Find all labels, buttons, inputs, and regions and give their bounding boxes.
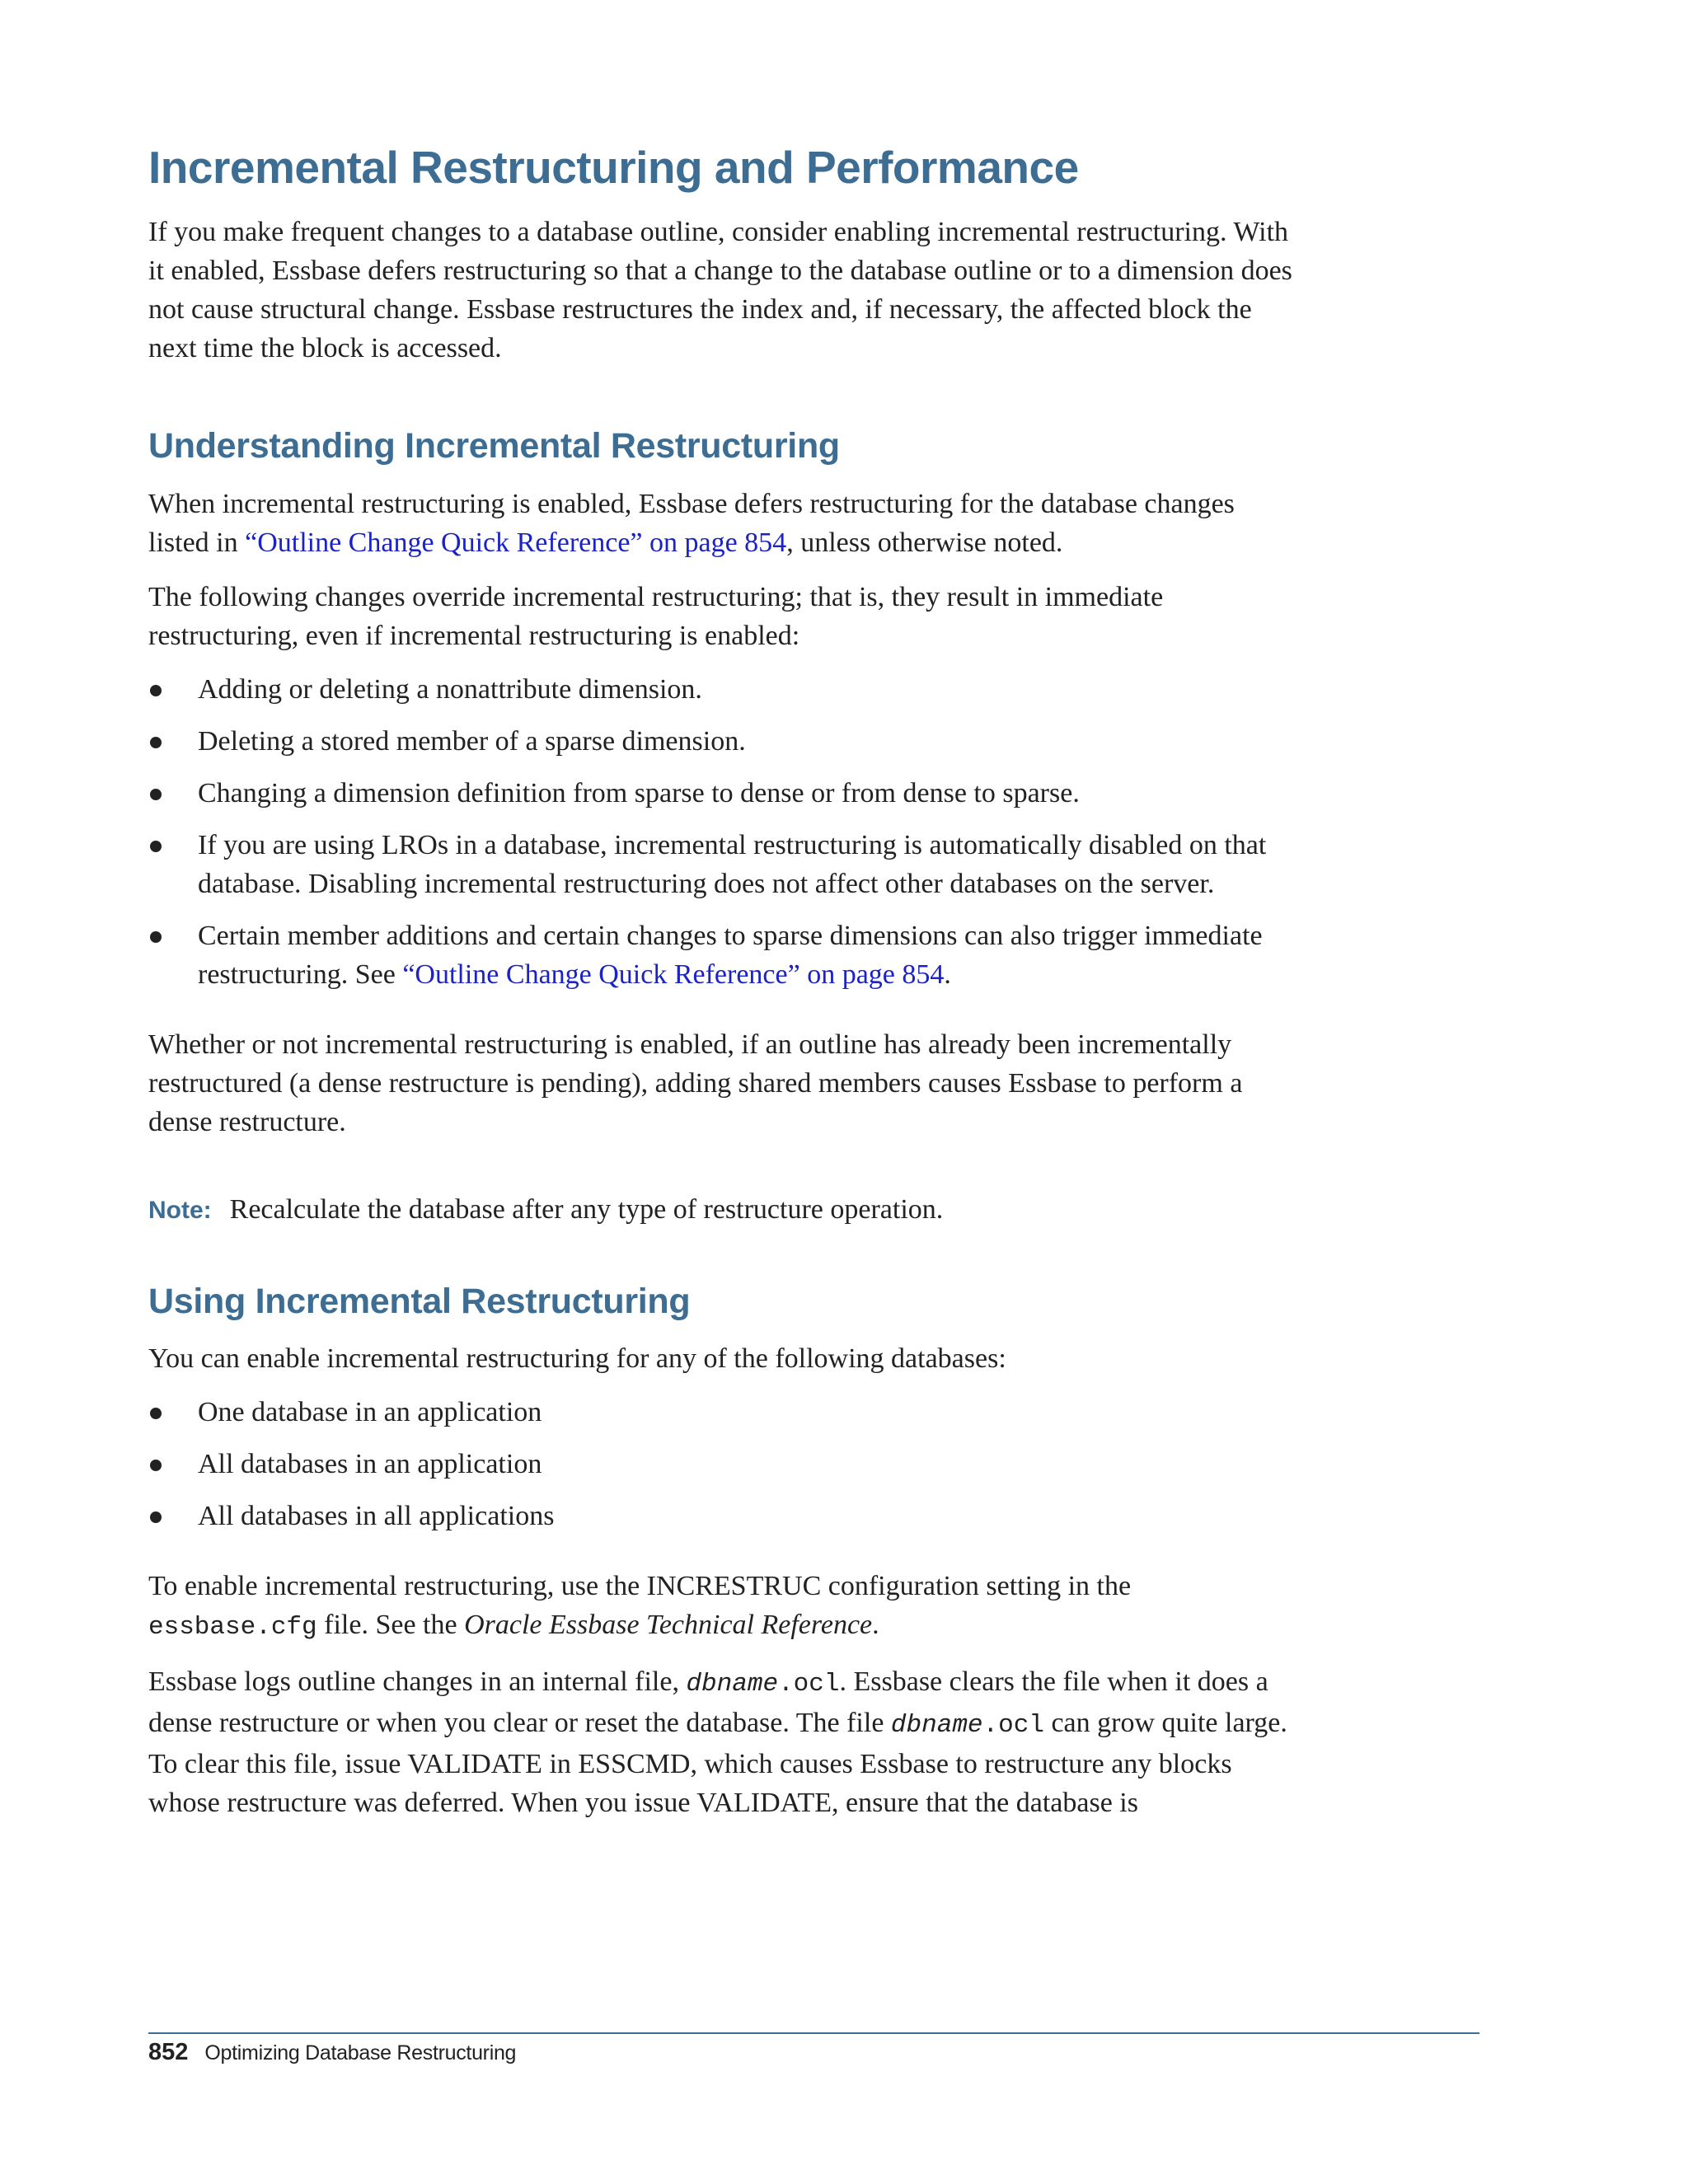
text-fragment: can grow quite large. To clear this file, issue VALIDATE in ESSCMD, which causes Essbase to restructure any blocks whose restructure was deferred. When you issue VALIDATE, ensure that the database is <box>148 1708 1287 1819</box>
bullet-icon <box>150 931 162 943</box>
dbname-placeholder: dbname <box>890 1711 983 1741</box>
bullet-icon <box>150 841 162 852</box>
page-content <box>148 140 1294 1822</box>
list-item <box>148 670 1294 709</box>
list-item <box>148 1497 1294 1535</box>
text-fragment: . <box>944 958 951 990</box>
list-item-text: Adding or deleting a nonattribute dimension. <box>198 673 702 705</box>
outline-change-reference-link[interactable]: “Outline Change Quick Reference” on page 854 <box>402 958 945 990</box>
list-item <box>148 1445 1294 1483</box>
database-scope-list <box>148 1393 1294 1535</box>
section-heading-using: Using Incremental Restructuring <box>148 1281 691 1321</box>
override-list <box>148 670 1294 994</box>
list-item <box>148 916 1294 994</box>
bullet-icon <box>150 737 162 748</box>
list-item <box>148 722 1294 761</box>
chapter-title: Optimizing Database Restructuring <box>204 2041 517 2064</box>
footer-divider <box>148 2032 1479 2034</box>
paragraph-overrides: The following changes override incremental restructuring; that is, they result in immediate restructuring, even if incremental restructuring is enabled: <box>148 581 1164 651</box>
main-heading: Incremental Restructuring and Performance <box>148 142 1079 193</box>
list-item <box>148 826 1294 903</box>
note-label: Note: <box>148 1196 212 1224</box>
bullet-icon <box>150 1460 162 1471</box>
file-extension: .ocl <box>778 1670 840 1699</box>
note-text: Recalculate the database after any type of restructure operation. <box>229 1193 944 1225</box>
note <box>148 1190 1294 1230</box>
paragraph-increstruc-setting <box>148 1567 1294 1647</box>
intro-paragraph: If you make frequent changes to a database outline, consider enabling incremental restructuring. With it enabled, Essbase defers restructuring so that a change to the database outline or to a dimension does not cause structural change. Essbase restructures the index and, if necessary, the affected block the next time the block is accessed. <box>148 217 1292 363</box>
list-item-text: All databases in all applications <box>198 1501 555 1532</box>
text-fragment: To enable incremental restructuring, use the INCRESTRUC configuration setting in the <box>148 1571 1132 1602</box>
section-heading-understanding: Understanding Incremental Restructuring <box>148 426 840 466</box>
list-item-text: One database in an application <box>198 1397 542 1428</box>
paragraph-shared-members: Whether or not incremental restructuring is enabled, if an outline has already been incrementally restructured (a dense restructure is pending), adding shared members causes Essbase to perform a dense restructure. <box>148 1029 1243 1137</box>
list-item-text: If you are using LROs in a database, incremental restructuring is automatically disabled on that database. Disabling incremental restructuring does not affect other databases on the server. <box>198 829 1267 899</box>
list-item-text: All databases in an application <box>198 1449 542 1480</box>
page-footer <box>148 2039 516 2066</box>
file-extension: .ocl <box>982 1711 1044 1741</box>
paragraph-enable-scope: You can enable incremental restructuring for any of the following databases: <box>148 1343 1006 1375</box>
bullet-icon <box>150 1511 162 1523</box>
text-fragment: . <box>872 1610 879 1641</box>
list-item-text: Deleting a stored member of a sparse dimension. <box>198 725 746 757</box>
bullet-icon <box>150 789 162 800</box>
text-fragment: When incremental restructuring is enabled, Essbase defers restructuring for the database changes listed in <box>148 488 1235 558</box>
outline-change-reference-link[interactable]: “Outline Change Quick Reference” on page 854 <box>245 527 787 558</box>
reference-title: Oracle Essbase Technical Reference <box>464 1610 873 1641</box>
list-item <box>148 1393 1294 1432</box>
paragraph-outline-log <box>148 1662 1294 1822</box>
text-fragment: , unless otherwise noted. <box>786 527 1063 558</box>
text-fragment: . Essbase clears the file when it does a dense restructure or when you clear or reset the database. The file <box>148 1666 1268 1739</box>
list-item-text: Certain member additions and certain changes to sparse dimensions can also trigger immediate restructuring. See <box>198 920 1263 990</box>
page-number: 852 <box>148 2039 189 2065</box>
bullet-icon <box>150 1408 162 1419</box>
text-fragment: Essbase logs outline changes in an internal file, <box>148 1666 687 1698</box>
text-fragment: file. See the <box>316 1610 465 1641</box>
paragraph-deferred-changes <box>148 485 1294 562</box>
list-item <box>148 774 1294 813</box>
dbname-placeholder: dbname <box>686 1670 779 1699</box>
list-item-text: Changing a dimension definition from sparse to dense or from dense to sparse. <box>198 777 1080 808</box>
config-file-name: essbase.cfg <box>148 1613 317 1643</box>
bullet-icon <box>150 685 162 696</box>
